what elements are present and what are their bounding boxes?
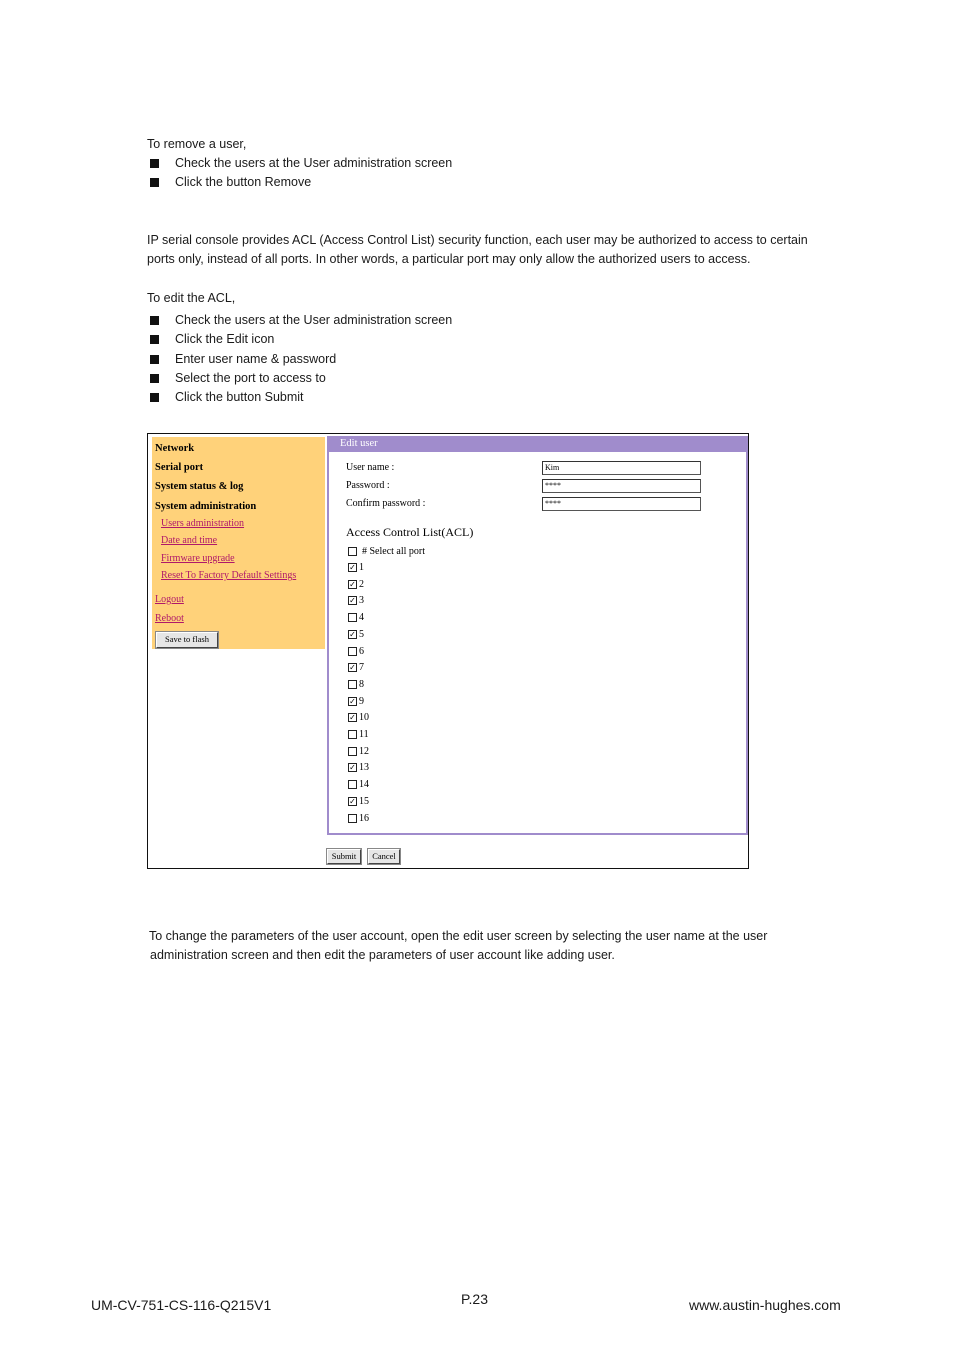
bullet-square-icon	[150, 178, 159, 187]
port-label: 15	[359, 795, 369, 807]
port-label: 3	[359, 595, 364, 607]
remove-user-lead: To remove a user,	[147, 137, 247, 151]
nav-network[interactable]: Network	[155, 443, 195, 454]
checked-checkbox-icon[interactable]: ✓	[349, 713, 356, 723]
checked-checkbox-icon[interactable]: ✓	[349, 596, 356, 606]
bullet-square-icon	[150, 355, 159, 364]
bullet-square-icon	[150, 374, 159, 383]
link-reset-factory-default[interactable]: Reset To Factory Default Settings	[161, 570, 297, 581]
outro-line-2: administration screen and then edit the parameters of user account like adding user.	[150, 948, 615, 962]
user-name-label: User name :	[346, 462, 395, 473]
port-label: 12	[359, 745, 369, 757]
port-label: 10	[359, 712, 369, 724]
link-reboot[interactable]: Reboot	[155, 613, 184, 624]
port-label: 9	[359, 695, 364, 707]
submit-button[interactable]: Submit	[327, 849, 361, 864]
link-firmware-upgrade[interactable]: Firmware upgrade	[161, 553, 235, 564]
checked-checkbox-icon[interactable]: ✓	[349, 696, 356, 706]
checked-checkbox-icon[interactable]: ✓	[349, 763, 356, 773]
acl-title: Access Control List(ACL)	[346, 525, 474, 539]
checked-checkbox-icon[interactable]: ✓	[349, 796, 356, 806]
unchecked-checkbox-icon[interactable]	[348, 647, 357, 656]
port-label: 1	[359, 562, 364, 573]
acl-paragraph-line-2: ports only, instead of all ports. In other words, a particular port may only allow the authorized users to access.	[147, 252, 751, 266]
user-name-input[interactable]: Kim	[542, 461, 701, 475]
port-label: 14	[359, 779, 369, 791]
acl-paragraph-line-1: IP serial console provides ACL (Access Control List) security function, each user may be authorized to access to certain	[147, 233, 808, 247]
unchecked-checkbox-icon[interactable]	[348, 680, 357, 689]
password-input[interactable]: ****	[542, 479, 701, 493]
port-label: 7	[359, 662, 364, 674]
unchecked-checkbox-icon[interactable]	[348, 747, 357, 756]
bullet-square-icon	[150, 316, 159, 325]
bullet-square-icon	[150, 335, 159, 344]
port-label: 8	[359, 678, 364, 690]
checked-checkbox-icon[interactable]: ✓	[349, 663, 356, 673]
panel-title: Edit user	[340, 438, 378, 449]
confirm-password-input[interactable]: ****	[542, 497, 701, 511]
password-label: Password :	[346, 480, 390, 491]
nav-system-administration[interactable]: System administration	[155, 501, 257, 512]
link-date-and-time[interactable]: Date and time	[161, 535, 218, 546]
checked-checkbox-icon[interactable]: ✓	[349, 629, 356, 639]
edit-user-panel: Edit user User name : Kim Password : **** Confirm password : **** Access Control List(ACL) # Select all port ✓ 1 ✓ 2 ✓ 3 4 ✓ 5 6 ✓ 7 8 ✓ 9 ✓ 10 11 12 ✓ 13 14 ✓ 15 16	[327, 436, 748, 835]
port-label: 4	[359, 612, 364, 624]
checked-checkbox-icon[interactable]: ✓	[349, 579, 356, 589]
unchecked-checkbox-icon[interactable]	[348, 730, 357, 739]
unchecked-checkbox-icon[interactable]	[348, 814, 357, 823]
checked-checkbox-icon[interactable]: ✓	[349, 563, 356, 572]
link-logout[interactable]: Logout	[155, 594, 184, 605]
port-label: 2	[359, 578, 364, 590]
port-label: 11	[359, 729, 369, 740]
confirm-password-label: Confirm password :	[346, 498, 426, 509]
cancel-button[interactable]: Cancel	[368, 849, 400, 864]
footer-doc-code: UM-CV-751-CS-116-Q215V1	[91, 1297, 272, 1313]
edit-acl-lead: To edit the ACL,	[147, 291, 236, 305]
edit-user-screenshot	[147, 433, 749, 869]
link-users-administration[interactable]: Users administration	[161, 518, 245, 529]
footer-website: www.austin-hughes.com	[689, 1297, 841, 1313]
outro-line-1: To change the parameters of the user account, open the edit user screen by selecting the user name at the user	[149, 929, 768, 943]
unchecked-checkbox-icon[interactable]	[348, 613, 357, 622]
nav-system-status-log[interactable]: System status & log	[155, 481, 244, 492]
port-label: 6	[359, 645, 364, 657]
panel-header	[329, 436, 746, 452]
save-to-flash-button[interactable]: Save to flash	[156, 632, 218, 648]
unchecked-checkbox-icon[interactable]	[348, 780, 357, 789]
port-label: 16	[359, 812, 369, 824]
sidebar	[152, 437, 325, 649]
bullet-square-icon	[150, 393, 159, 402]
bullet-square-icon	[150, 159, 159, 168]
port-label: 5	[359, 628, 364, 640]
nav-serial-port[interactable]: Serial port	[155, 462, 204, 473]
select-all-checkbox[interactable]	[348, 547, 357, 556]
footer-page-number: P.23	[461, 1291, 488, 1307]
port-label: 13	[359, 762, 369, 774]
